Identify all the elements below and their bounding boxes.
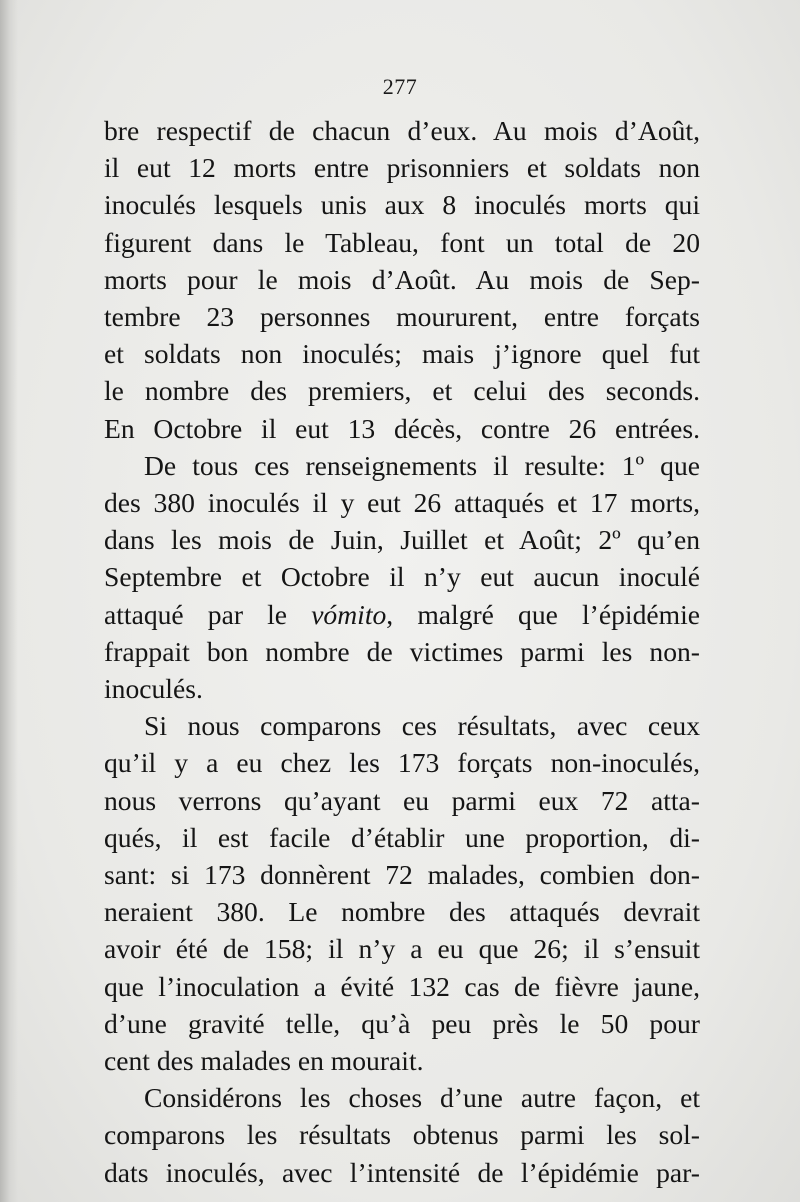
text-line-with-italic: attaqué par le vómito, malgré que l’épidémie [104, 598, 700, 630]
page-text [104, 112, 700, 1191]
binding-shadow [0, 0, 18, 1202]
text-line: inoculés. [104, 673, 203, 705]
text-line: morts pour le mois d’Août. Au mois de Sep- [104, 263, 700, 295]
paragraph [104, 447, 700, 707]
paragraph [104, 1079, 700, 1191]
text-line: Septembre et Octobre il n’y eut aucun inoculé [104, 561, 700, 593]
text-line: neraient 380. Le nombre des attaqués devrait [104, 896, 700, 928]
text-line: frappait bon nombre de victimes parmi les non- [104, 635, 700, 667]
text-line: dats inoculés, avec l’intensité de l’épidémie par- [104, 1156, 700, 1188]
text-line: il eut 12 morts entre prisonniers et soldats non [104, 152, 700, 184]
text-line: En Octobre il eut 13 décès, contre 26 entrées. [104, 412, 700, 444]
text-line: sant: si 173 donnèrent 72 malades, combien don- [104, 859, 700, 891]
text-line: De tous ces renseignements il resulte: 1º que [144, 449, 700, 481]
text-line: inoculés lesquels unis aux 8 inoculés morts qui [104, 189, 700, 221]
text-line: comparons les résultats obtenus parmi les sol- [104, 1119, 700, 1151]
text-line: le nombre des premiers, et celui des seconds. [104, 375, 700, 407]
text-line: nous verrons qu’ayant eu parmi eux 72 atta- [104, 784, 700, 816]
text-line: qués, il est facile d’établir une proportion, di- [104, 821, 700, 853]
text-line: tembre 23 personnes moururent, entre forçats [104, 301, 700, 333]
page-number: 277 [382, 74, 418, 99]
italic-word: vómito [311, 598, 387, 630]
paragraph [104, 707, 700, 1079]
text-line: d’une gravité telle, qu’à peu près le 50 pour [104, 1007, 700, 1039]
text-line: Si nous comparons ces résultats, avec ceux [144, 710, 700, 742]
paragraph [104, 112, 700, 447]
text-line: qu’il y a eu chez les 173 forçats non-inoculés, [104, 747, 700, 779]
text-line: Considérons les choses d’une autre façon, et [144, 1082, 700, 1114]
text-line: des 380 inoculés il y eut 26 attaqués et 17 morts, [104, 487, 700, 519]
text-line: bre respectif de chacun d’eux. Au mois d’Août, [104, 115, 700, 146]
text-line: et soldats non inoculés; mais j’ignore quel fut [104, 338, 700, 370]
text-line: que l’inoculation a évité 132 cas de fièvre jaune, [104, 970, 700, 1002]
text-line: dans les mois de Juin, Juillet et Août; 2º qu’en [104, 524, 700, 556]
text-line: avoir été de 158; il n’y a eu que 26; il s’ensuit [104, 933, 700, 965]
text-line: cent des malades en mourait. [104, 1045, 424, 1077]
text-line: figurent dans le Tableau, font un total de 20 [104, 226, 700, 258]
